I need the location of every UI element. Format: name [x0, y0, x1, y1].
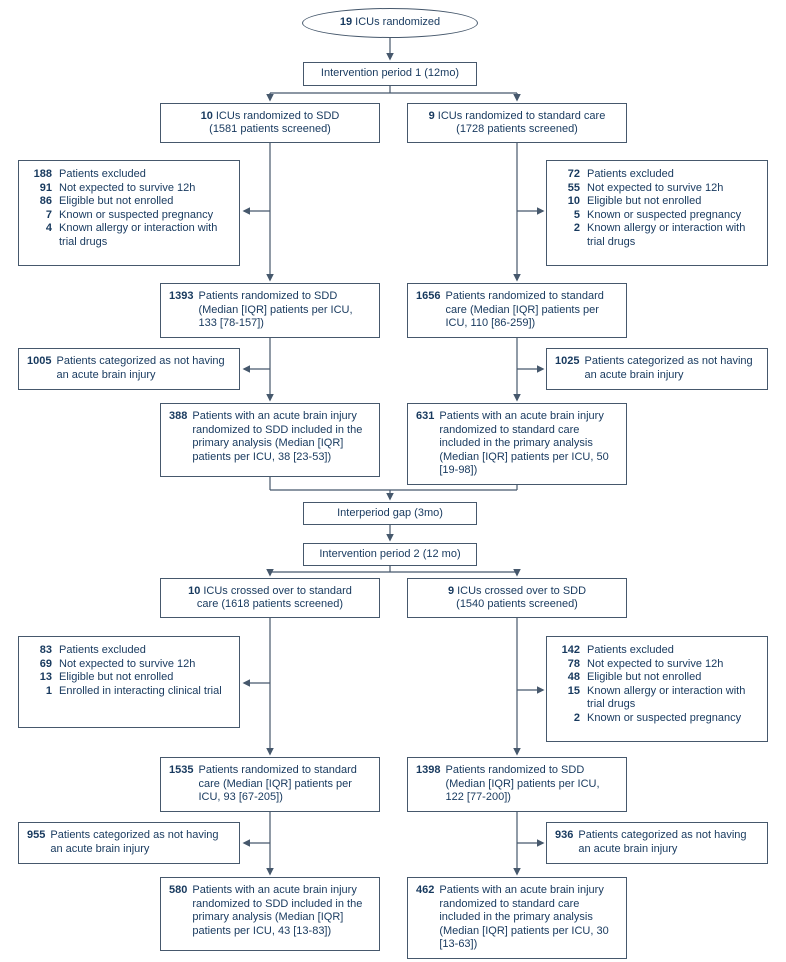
- p2-right-excluded-box: [546, 636, 768, 742]
- p1-left-no-abi-box: [18, 348, 240, 390]
- p2-left-header-line1: 10 ICUs crossed over to standard: [188, 584, 352, 597]
- excluded-title: 83 Patients excluded: [39, 644, 146, 656]
- excluded-item: 5 Known or suspected pregnancy: [573, 208, 742, 221]
- label: Patients with an acute brain injury randomized to SDD included in the primary analysis (Median [IQR] patients per ICU, 43 [13-83]): [192, 884, 363, 937]
- period2-box: [303, 543, 477, 566]
- label: Patients categorized as not having an acute brain injury: [50, 829, 219, 855]
- p1-right-primary-box: [407, 403, 627, 485]
- p2-left-header-line2: care (1618 patients screened): [196, 598, 344, 610]
- p2-right-header-line2: (1540 patients screened): [456, 598, 578, 610]
- excluded-item: 1 Enrolled in interacting clinical trial: [45, 684, 222, 697]
- count: 1005: [27, 355, 52, 367]
- p2-right-no-abi-box: [546, 822, 768, 864]
- count: 1025: [555, 355, 580, 367]
- count: 388: [169, 410, 188, 422]
- excluded-title: 188 Patients excluded: [33, 168, 146, 180]
- label: Patients randomized to SDD (Median [IQR] patients per ICU, 122 [77-200]): [445, 764, 600, 803]
- p2-right-header-box: [407, 578, 627, 618]
- label: Patients with an acute brain injury randomized to SDD included in the primary analysis (Median [IQR] patients per ICU, 38 [23-53]): [192, 410, 363, 463]
- excluded-title: 72 Patients excluded: [567, 168, 674, 180]
- excluded-item: 13 Eligible but not enrolled: [39, 671, 174, 683]
- p2-right-primary-box: [407, 877, 627, 959]
- p2-right-randomized-box: [407, 757, 627, 812]
- count: 1393: [169, 290, 194, 302]
- p1-right-header-box: [407, 103, 627, 143]
- p1-left-primary-box: [160, 403, 380, 477]
- period1-label: Intervention period 1 (12mo): [320, 67, 460, 80]
- count: 936: [555, 829, 574, 841]
- p1-right-header-line2: (1728 patients screened): [456, 123, 578, 135]
- p2-left-randomized-box: [160, 757, 380, 812]
- interperiod-label: Interperiod gap (3mo): [337, 506, 443, 519]
- p1-right-randomized-box: [407, 283, 627, 338]
- interperiod-box: [303, 502, 477, 525]
- p2-left-header-box: [160, 578, 380, 618]
- excluded-title: 142 Patients excluded: [561, 644, 674, 656]
- label: Patients randomized to standard care (Median [IQR] patients per ICU, 93 [67-205]): [198, 764, 357, 803]
- excluded-item: 86 Eligible but not enrolled: [39, 195, 174, 207]
- p1-left-header-line2: (1581 patients screened): [209, 123, 331, 135]
- label: Patients with an acute brain injury randomized to standard care included in the primary analysis (Median [IQR] patients per ICU, 30 [13-63]): [439, 884, 609, 950]
- period2-label: Intervention period 2 (12 mo): [319, 547, 461, 560]
- p2-left-no-abi-box: [18, 822, 240, 864]
- count: 462: [416, 884, 435, 896]
- p1-left-header-box: [160, 103, 380, 143]
- label: Patients categorized as not having an acute brain injury: [56, 355, 225, 381]
- excluded-item: 48 Eligible but not enrolled: [567, 671, 702, 683]
- p2-left-excluded-box: [18, 636, 240, 728]
- p1-left-header-line1: 10 ICUs randomized to SDD: [200, 109, 340, 122]
- count: 1656: [416, 290, 441, 302]
- label: Patients randomized to SDD (Median [IQR] patients per ICU, 133 [78-157]): [198, 290, 353, 329]
- start-ellipse: [302, 8, 478, 38]
- excluded-item: 2 Known or suspected pregnancy: [573, 711, 742, 724]
- period1-box: [303, 62, 477, 86]
- label: Patients categorized as not having an acute brain injury: [584, 355, 753, 381]
- excluded-item: 2 Known allergy or interaction with trial drugs: [573, 222, 746, 248]
- p1-right-no-abi-box: [546, 348, 768, 390]
- excluded-item: 10 Eligible but not enrolled: [567, 195, 702, 207]
- count: 955: [27, 829, 46, 841]
- excluded-item: 91 Not expected to survive 12h: [39, 181, 196, 194]
- excluded-item: 4 Known allergy or interaction with trial drugs: [45, 222, 218, 248]
- excluded-item: 15 Known allergy or interaction with trial drugs: [567, 684, 746, 710]
- excluded-item: 69 Not expected to survive 12h: [39, 657, 196, 670]
- excluded-item: 78 Not expected to survive 12h: [567, 657, 724, 670]
- count: 1398: [416, 764, 441, 776]
- p2-left-primary-box: [160, 877, 380, 951]
- p1-left-randomized-box: [160, 283, 380, 338]
- count: 580: [169, 884, 188, 896]
- excluded-item: 7 Known or suspected pregnancy: [45, 208, 214, 221]
- p1-left-excluded-box: [18, 160, 240, 266]
- p2-right-header-line1: 9 ICUs crossed over to SDD: [447, 584, 587, 597]
- p1-right-excluded-box: [546, 160, 768, 266]
- p1-right-header-line1: 9 ICUs randomized to standard care: [428, 109, 606, 122]
- excluded-item: 55 Not expected to survive 12h: [567, 181, 724, 194]
- start-label: 19 ICUs randomized: [339, 16, 441, 29]
- count: 631: [416, 410, 435, 422]
- label: Patients randomized to standard care (Median [IQR] patients per ICU, 110 [86-259]): [445, 290, 604, 329]
- start-count: 19: [339, 16, 353, 29]
- label: Patients categorized as not having an acute brain injury: [578, 829, 747, 855]
- count: 1535: [169, 764, 194, 776]
- label: Patients with an acute brain injury randomized to standard care included in the primary analysis (Median [IQR] patients per ICU, 50 [19-98]): [439, 410, 609, 476]
